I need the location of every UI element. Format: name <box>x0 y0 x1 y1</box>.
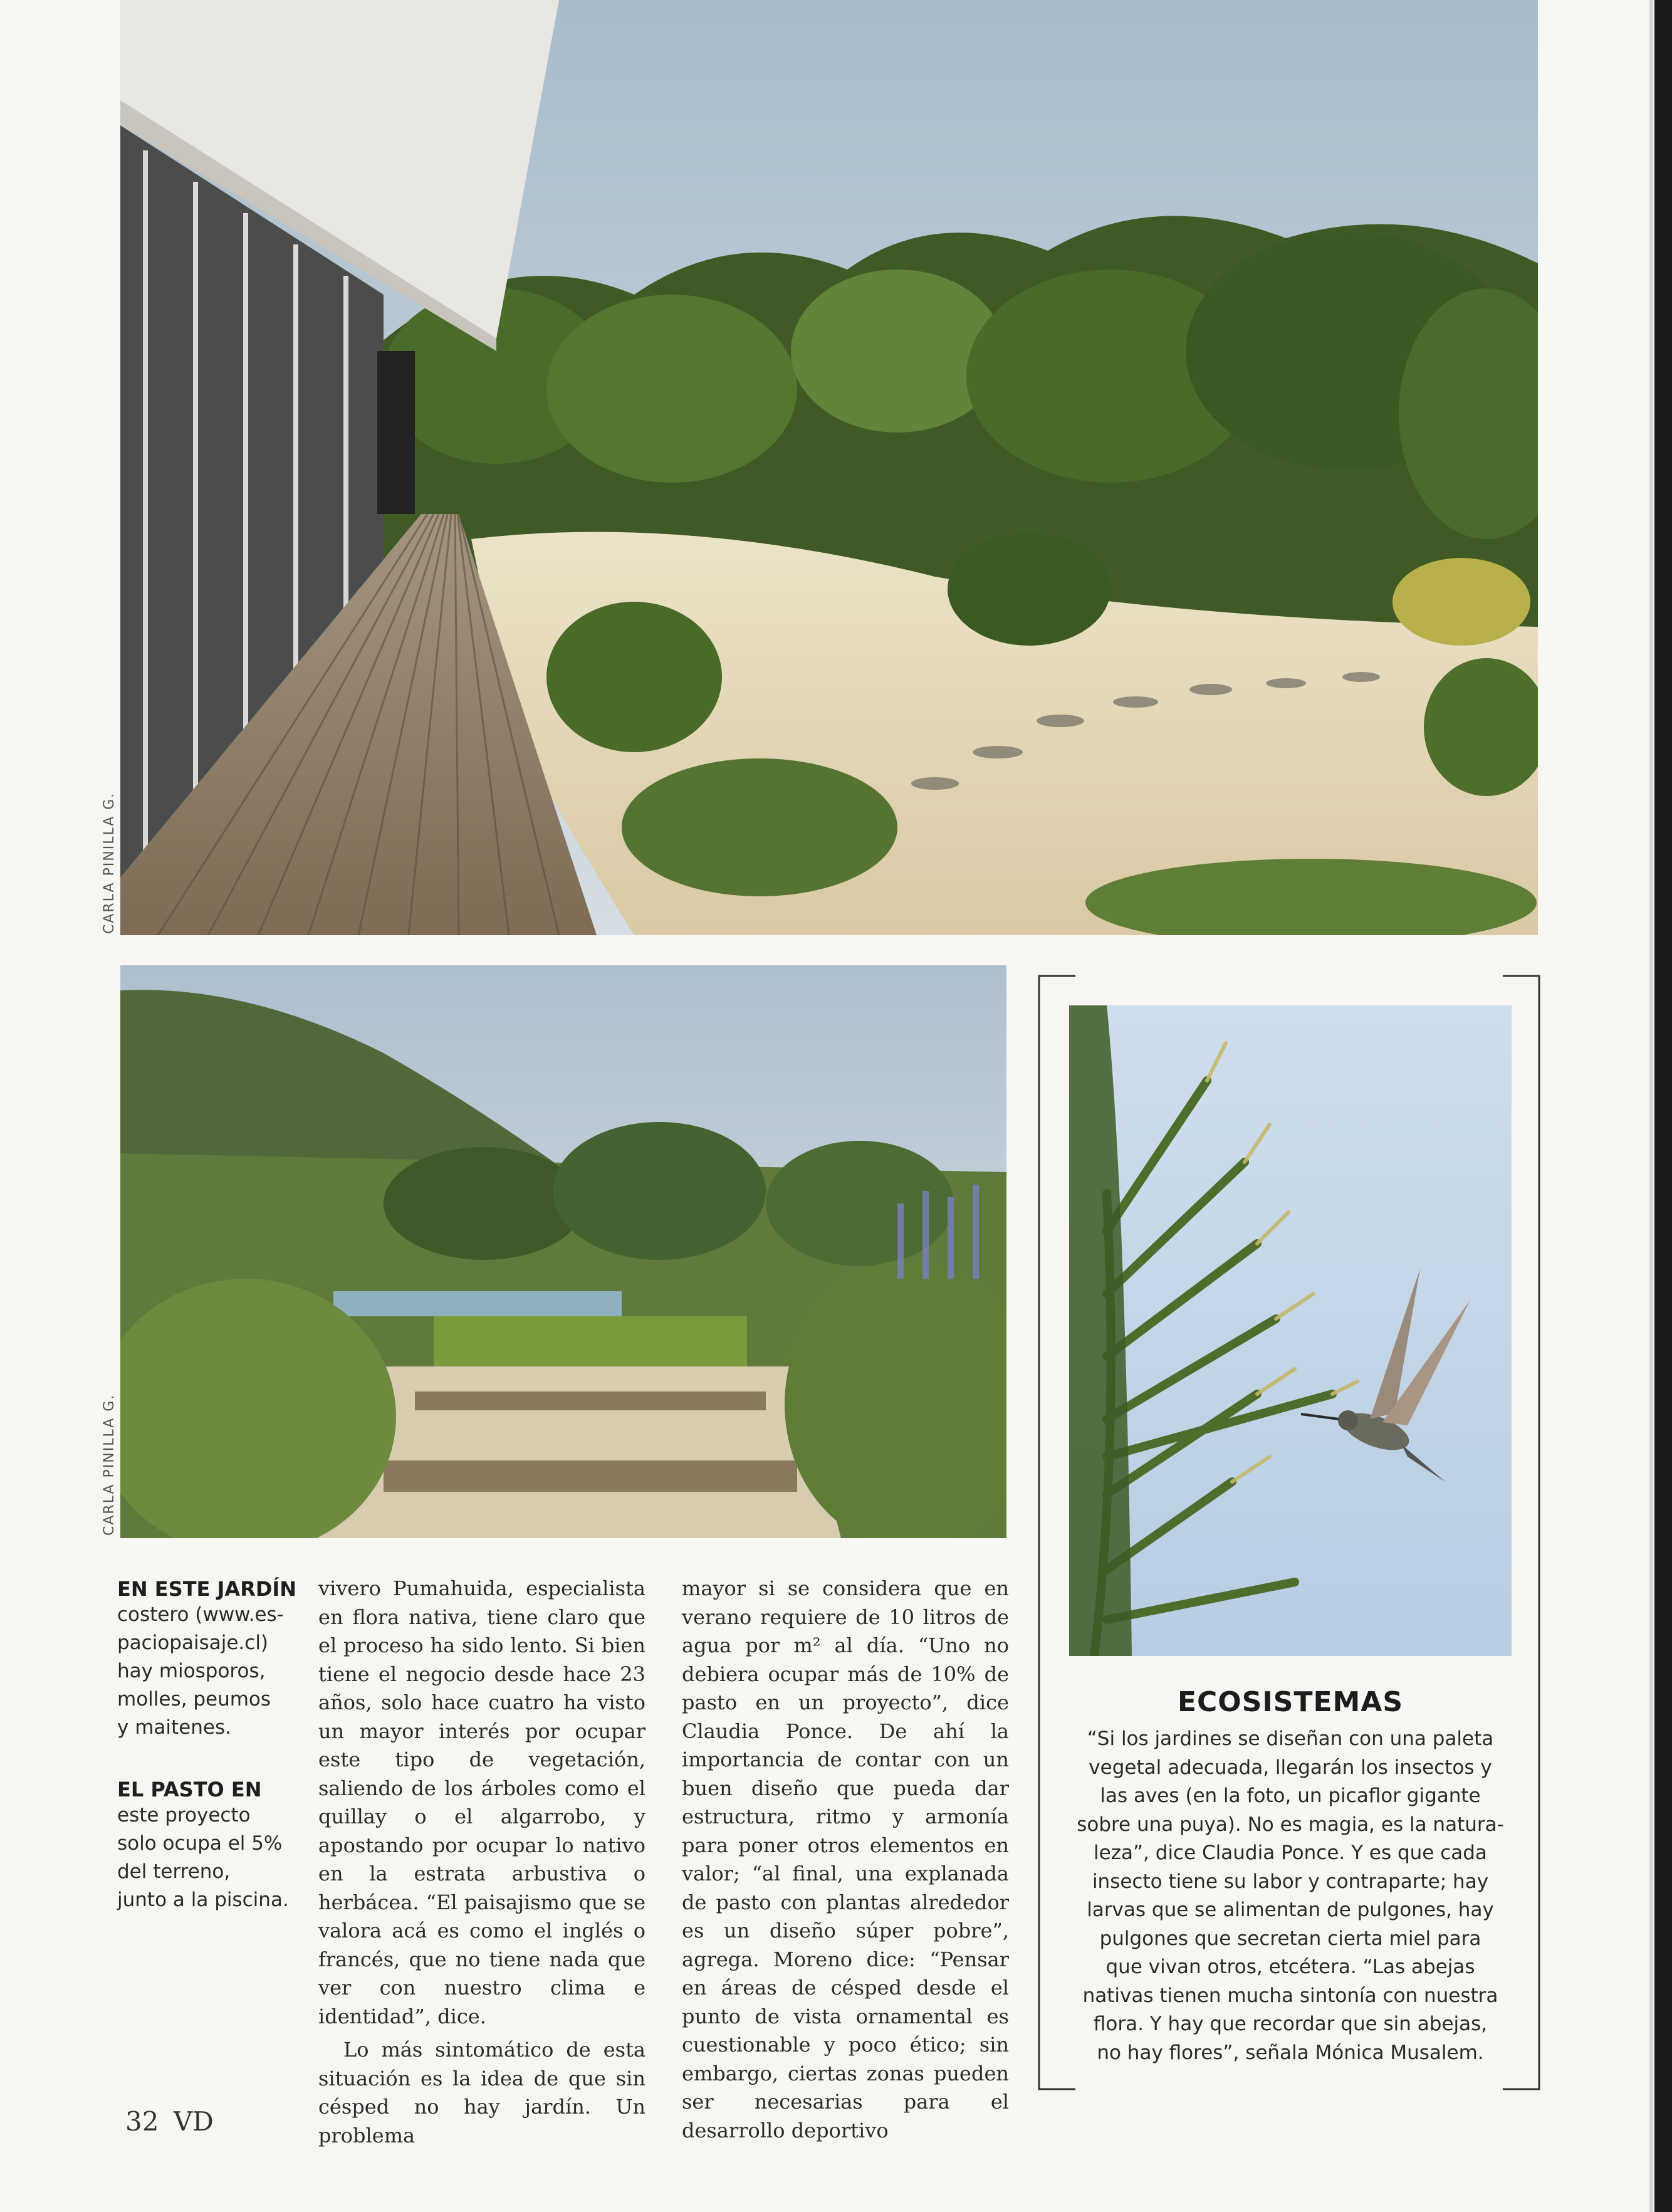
caption-1-line: hay miosporos, <box>117 1660 266 1682</box>
caption-1 <box>117 1577 299 1742</box>
hummingbird-photo <box>1069 1005 1512 1656</box>
article-column-2 <box>682 1575 1009 2145</box>
sidebar-line: nativas tienen mucha sintonía con nuestra <box>1082 1984 1498 2007</box>
sidebar-title: ECOSISTEMAS <box>1177 1686 1404 1718</box>
article-paragraph: vivero Pumahuida, especialista en flora nativa, tiene claro que el proceso ha sido lento. Si bien tiene el negocio desde hace 23 años, solo hace cuatro ha visto un mayor interés por ocupar este tipo de vegetación, saliendo de los árboles como el quillay o el algarrobo, y apostando por ocupar lo nativo en la estrata arbustiva o herbácea. “El paisajismo que se valora acá es como el inglés o francés, que no tiene nada que ver con nuestro clima e identidad”, dice. <box>318 1576 645 2028</box>
magazine-name: VD <box>173 2106 214 2137</box>
caption-1-heading: EN ESTE JARDÍN <box>117 1577 297 1601</box>
page-folio <box>125 2106 214 2137</box>
pool-garden-photo <box>120 965 1006 1538</box>
sidebar-line: insecto tiene su labor y contraparte; hay <box>1092 1870 1489 1893</box>
sidebar-line: las aves (en la foto, un picaflor gigante <box>1100 1785 1481 1807</box>
caption-1-line: paciopaisaje.cl) <box>117 1632 269 1654</box>
caption-2-line: junto a la piscina. <box>117 1889 289 1911</box>
scan-border <box>1654 0 1672 2212</box>
page-number: 32 <box>125 2106 159 2137</box>
sidebar-line: larvas que se alimentan de pulgones, hay <box>1087 1899 1494 1921</box>
page-edge-shadow <box>1649 0 1653 2212</box>
sidebar-line: pulgones que secretan cierta miel para <box>1099 1927 1481 1950</box>
caption-1-body <box>117 1601 299 1742</box>
photo-credit-top: CARLA PINILLA G. <box>102 792 117 934</box>
sidebar-line: flora. Y hay que recordar que sin abejas, <box>1093 2013 1488 2035</box>
caption-2 <box>117 1778 299 1914</box>
sidebar-line: leza”, dice Claudia Ponce. Y es que cada <box>1094 1842 1487 1864</box>
sidebar-line: no hay flores”, señala Mónica Musalem. <box>1097 2041 1484 2064</box>
sidebar-line: “Si los jardines se diseñan con una paleta <box>1087 1727 1494 1750</box>
caption-2-body <box>117 1801 299 1914</box>
caption-1-line: molles, peumos <box>117 1688 271 1711</box>
caption-2-line: solo ocupa el 5% <box>117 1832 283 1855</box>
photo-credit-middle: CARLA PINILLA G. <box>102 1393 117 1536</box>
caption-2-line: este proyecto <box>117 1804 251 1827</box>
caption-1-line: y maitenes. <box>117 1716 231 1739</box>
caption-2-heading: EL PASTO EN <box>117 1778 262 1801</box>
caption-1-line: costero (www.es- <box>117 1603 284 1626</box>
article-paragraph: mayor si se considera que en verano requiere de 10 litros de agua por m² al día. “Uno no debiera ocupar más de 10% de pasto en un proyecto”, dice Claudia Ponce. De ahí la importancia de contar con un buen diseño que pueda dar estructura, ritmo y armonía para poner otros elementos en valor; “al final, una explanada de pasto con plantas alrededor es un diseño súper pobre”, agrega. Moreno dice: “Pensar en áreas de césped desde el punto de vista ornamental es cuestionable y poco ético; sin embargo, ciertas zonas pueden ser necesarias para el desarrollo deportivo <box>682 1576 1009 2142</box>
sidebar-line: que vivan otros, etcétera. “Las abejas <box>1105 1956 1475 1978</box>
article-column-1 <box>318 1575 645 2150</box>
caption-2-line: del terreno, <box>117 1860 231 1883</box>
sidebar-line: vegetal adecuada, llegarán los insectos y <box>1089 1756 1492 1779</box>
sidebar-text <box>1065 1725 1515 2067</box>
sidebar-line: sobre una puya). No es magia, es la natura- <box>1077 1813 1504 1836</box>
article-paragraph: Lo más sintomático de esta situación es la idea de que sin césped no hay jardín. Un problema <box>318 2038 645 2147</box>
garden-deck-photo <box>120 0 1538 935</box>
